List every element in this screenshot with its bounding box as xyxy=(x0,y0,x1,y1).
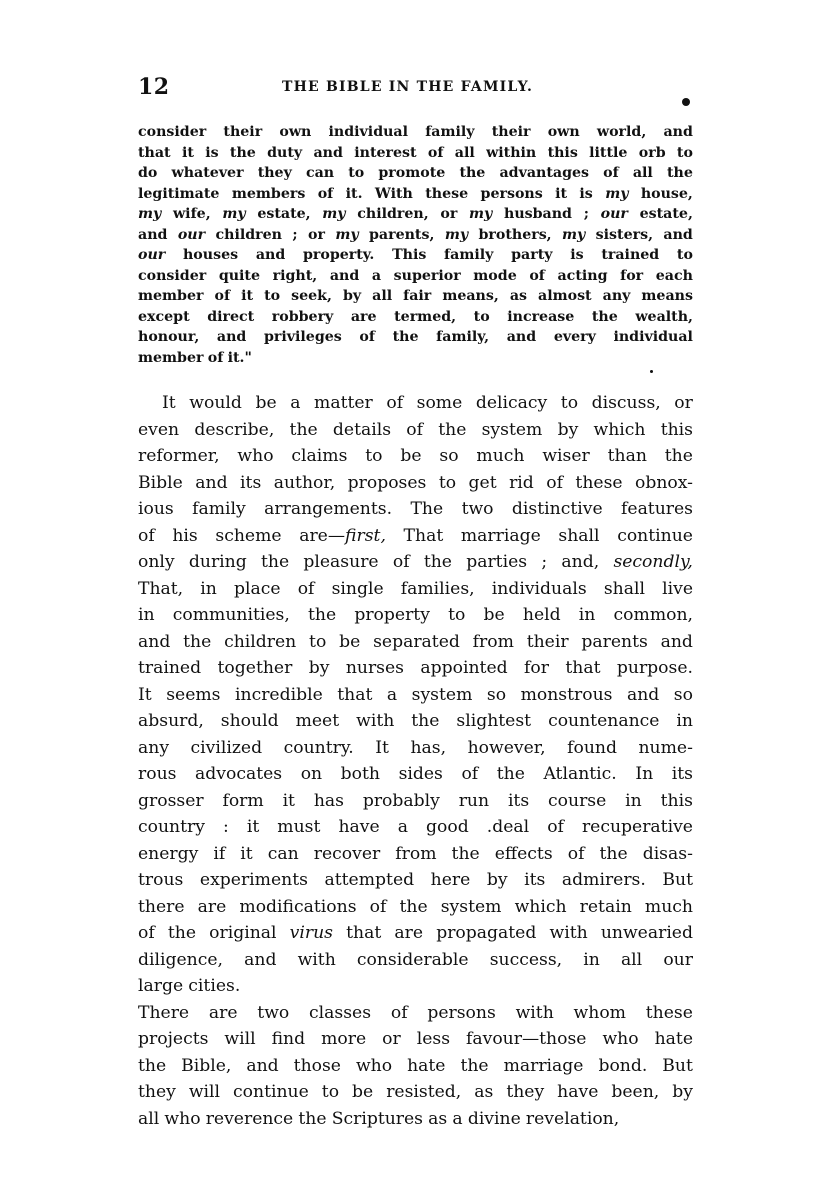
text-line: reformer, who claims to be so much wiser than the xyxy=(138,446,693,466)
text-line: consider quite right, and a superior mode of acting for each xyxy=(138,267,693,284)
text-line: That, in place of single families, individuals shall live xyxy=(138,578,693,599)
text-line: grosser form it has probably run its course in this xyxy=(138,790,693,811)
text-line: of his scheme are—first, That marriage shall continue xyxy=(138,525,693,546)
text-line: that it is the duty and interest of all within this little orb to xyxy=(138,144,693,161)
text-line: and the children to be separated from their parents and xyxy=(138,631,693,652)
page-number: 12 xyxy=(138,74,170,100)
text-line: rous advocates on both sides of the Atlantic. In its xyxy=(138,764,693,784)
text-line: country : it must have a good .deal of recuperative xyxy=(138,817,693,837)
paragraph-1 xyxy=(138,390,693,1000)
text-line: It would be a matter of some delicacy to discuss, or xyxy=(162,393,693,413)
ink-dot xyxy=(682,98,690,106)
text-line: absurd, should meet with the slightest countenance in xyxy=(138,711,693,731)
text-line: all who reverence the Scriptures as a divine revelation, xyxy=(138,1108,620,1129)
text-line: large cities. xyxy=(138,976,241,996)
text-line: even describe, the details of the system by which this xyxy=(138,419,693,440)
text-line: There are two classes of persons with whom these xyxy=(138,1002,693,1023)
text-line: do whatever they can to promote the advantages of all the xyxy=(138,165,693,181)
text-line: trained together by nurses appointed for that purpose. xyxy=(138,658,693,678)
text-line: they will continue to be resisted, as they have been, by xyxy=(138,1082,693,1102)
text-line: Bible and its author, proposes to get rid of these obnox- xyxy=(138,472,693,493)
text-line: of the original virus that are propagated with unwearied xyxy=(138,923,693,943)
ink-speck xyxy=(650,370,653,373)
text-line: diligence, and with considerable success, in all our xyxy=(138,949,693,970)
text-line: ious family arrangements. The two distinctive features xyxy=(138,499,693,519)
text-line: member of it." xyxy=(138,349,252,366)
text-line: legitimate members of it. With these persons it is my house, xyxy=(138,185,693,202)
text-line: honour, and privileges of the family, and every individual xyxy=(138,329,693,345)
text-line: there are modifications of the system which retain much xyxy=(138,896,693,917)
text-line: only during the pleasure of the parties ; and, secondly, xyxy=(138,552,693,572)
paragraph-2 xyxy=(138,1000,693,1133)
text-line: except direct robbery are termed, to increase the wealth, xyxy=(138,308,693,325)
page-header xyxy=(136,74,696,108)
text-line: projects will find more or less favour—those who hate xyxy=(138,1029,693,1049)
text-line: consider their own individual family their own world, and xyxy=(138,124,693,140)
text-line: our houses and property. This family party is trained to xyxy=(138,247,693,263)
text-line: the Bible, and those who hate the marriage bond. But xyxy=(138,1055,693,1076)
text-line: member of it to seek, by all fair means, as almost any means xyxy=(138,288,693,304)
text-line: in communities, the property to be held in common, xyxy=(138,605,693,625)
running-head: THE BIBLE IN THE FAMILY. xyxy=(282,79,534,95)
text-line: and our children ; or my parents, my brothers, my sisters, and xyxy=(138,226,693,243)
body-text xyxy=(138,390,693,1132)
text-line: energy if it can recover from the effects of the disas- xyxy=(138,843,693,864)
quotation-block xyxy=(138,122,693,368)
text-line: trous experiments attempted here by its admirers. But xyxy=(138,870,693,890)
text-line: any civilized country. It has, however, found nume- xyxy=(138,737,693,758)
text-line: my wife, my estate, my children, or my husband ; our estate, xyxy=(138,206,693,222)
text-line: It seems incredible that a system so monstrous and so xyxy=(138,684,693,705)
